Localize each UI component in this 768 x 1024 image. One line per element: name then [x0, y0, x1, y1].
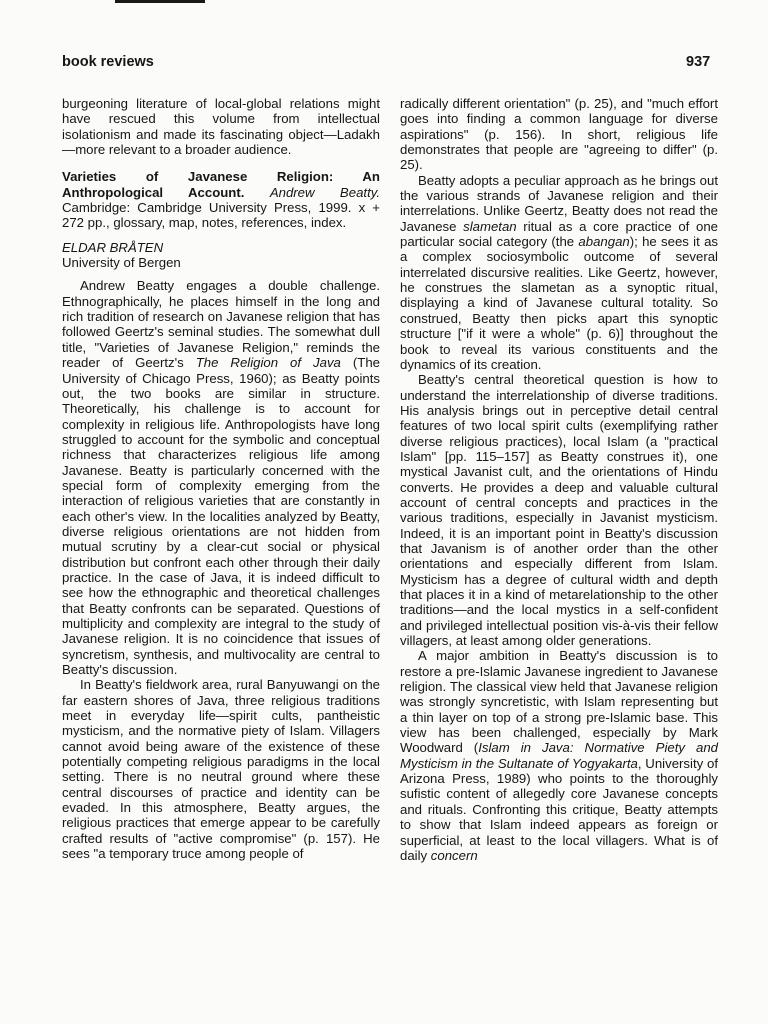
top-rule [115, 0, 205, 3]
closing-word: concern [430, 847, 478, 863]
cited-book-title: The Religion of Java [195, 355, 341, 371]
cited-book-title: Islam in Java: Normative Piety and Mysticism in the Sultanate of Yogyakarta [400, 740, 718, 771]
book-author: Andrew Beatty. [269, 184, 381, 200]
body-paragraph: Beatty's central theoretical question is how to understand the interrelationship of diverse traditions. His analysis brings out in perceptive detail central features of two local spirit cults (exemplifying rather diverse religious practices), local Islam (a "practical Islam" [pp. 115–157] as Beatty construes it), one mystical Javanist cult, and the orientations of Hindu converts. He provides a deep and valuable cultural account of central concepts and practices in the various traditions, especially in Javanist mysticism. Indeed, it is an important point in Beatty's discussion that Javanism is of another order than the other orientations and especially different from Islam. Mysticism has a degree of cultural width and depth that places it in a kind of metarelationship to the other traditions—and the local mystics in a self-confident and privileged intellectual position vis-à-vis their fellow villagers, at least among older generations. [400, 372, 718, 649]
previous-review-ending: burgeoning literature of local-global relations might have rescued this volume from intellectual isolationism and made its fascinating object—Ladakh—more relevant to a broader audience. [62, 96, 380, 158]
body-paragraph: In Beatty's fieldwork area, rural Banyuwangi on the far eastern shores of Java, three religious traditions meet in everyday life—spirit cults, pantheistic mysticism, and the normative piety of Islam. Villagers cannot avoid being aware of the existence of these potentially competing religious paradigms in the local setting. There is no neutral ground where these central discourses of practice and identity can be evaded. In this atmosphere, Beatty argues, the religious practices that emerge appear to be carefully crafted results of "active compromise" (p. 157). He sees "a temporary truce among people of [62, 677, 380, 862]
reviewer-affiliation: University of Bergen [62, 255, 181, 271]
page-number: 937 [686, 54, 711, 70]
term-abangan: abangan [578, 234, 630, 250]
reviewer-name: ELDAR BRÅTEN [62, 239, 164, 255]
publication-info: Cambridge: Cambridge University Press, 1999. x + 272 pp., glossary, map, notes, references, index. [62, 200, 380, 231]
review-heading [62, 169, 380, 230]
body-paragraph: radically different orientation" (p. 25), and "much effort goes into finding a common language for diverse aspirations" (p. 156). In short, religious life demonstrates that people are "agreeing to differ" (p. 25). [400, 96, 718, 173]
running-header: book reviews [62, 54, 154, 70]
body-paragraph: A major ambition in Beatty's discussion is to restore a pre-Islamic Javanese ingredient to Javanese religion. The classical view held that Javanese religion was strongly syncretistic, with Islam representing but a thin layer on top of a strong pre-Islamic base. This view has been challenged, especially by Mark Woodward (Islam in Java: Normative Piety and Mysticism in the Sultanate of Yogyakarta, University of Arizona Press, 1989) who points to the thoroughly sufistic content of allegedly core Javanese concepts and rituals. Confronting this critique, Beatty attempts to show that Islam indeed appears as foreign or superficial, at least to the local villagers. What is of daily concern [400, 648, 718, 863]
body-paragraph: Beatty adopts a peculiar approach as he brings out the various strands of Javanese religion and their interrelations. Unlike Geertz, Beatty does not read the Javanese slametan ritual as a core practice of one particular social category (the abangan); he sees it as a complex sociosymbolic outcome of several interrelated discursive realities. Like Geertz, however, he construes the slametan as a synoptic ritual, displaying a kind of Javanese cultural totality. So construed, Beatty then picks apart this synoptic structure ["if it were a whole" (p. 6)] throughout the book to reveal its various constituents and the dynamics of its creation. [400, 172, 718, 372]
right-column [400, 96, 718, 863]
left-column [62, 96, 380, 862]
body-paragraph: Andrew Beatty engages a double challenge. Ethnographically, he places himself in the long and rich tradition of research on Javanese religion that has followed Geertz's seminal studies. The somewhat dull title, "Varieties of Javanese Religion," reminds the reader of Geertz's The Religion of Java (The University of Chicago Press, 1960); as Beatty points out, the two books are similar in structure. Theoretically, his challenge is to account for complexity in religious life. Anthropologists have long struggled to account for the symbolic and conceptual richness that characterizes religious life among Javanese. Beatty is particularly concerned with the special form of complexity emerging from the interaction of religious varieties that are constantly in each other's view. In the localities analyzed by Beatty, diverse religious orientations are not hidden from mutual scrutiny by a clear-cut social or physical distribution but confront each other through their daily practice. In the case of Java, it is indeed difficult to see how the ethnographic and theoretical challenges that Beatty confronts can be separated. Questions of multiplicity and complexity are integral to the study of Javanese religion. It is no coincidence that issues of syncretism, synthesis, and multivocality are central to Beatty's discussion. [62, 278, 380, 678]
book-title: Varieties of Javanese Religion: An Anthropological Account. [62, 169, 380, 200]
term-slametan: slametan [463, 218, 517, 234]
